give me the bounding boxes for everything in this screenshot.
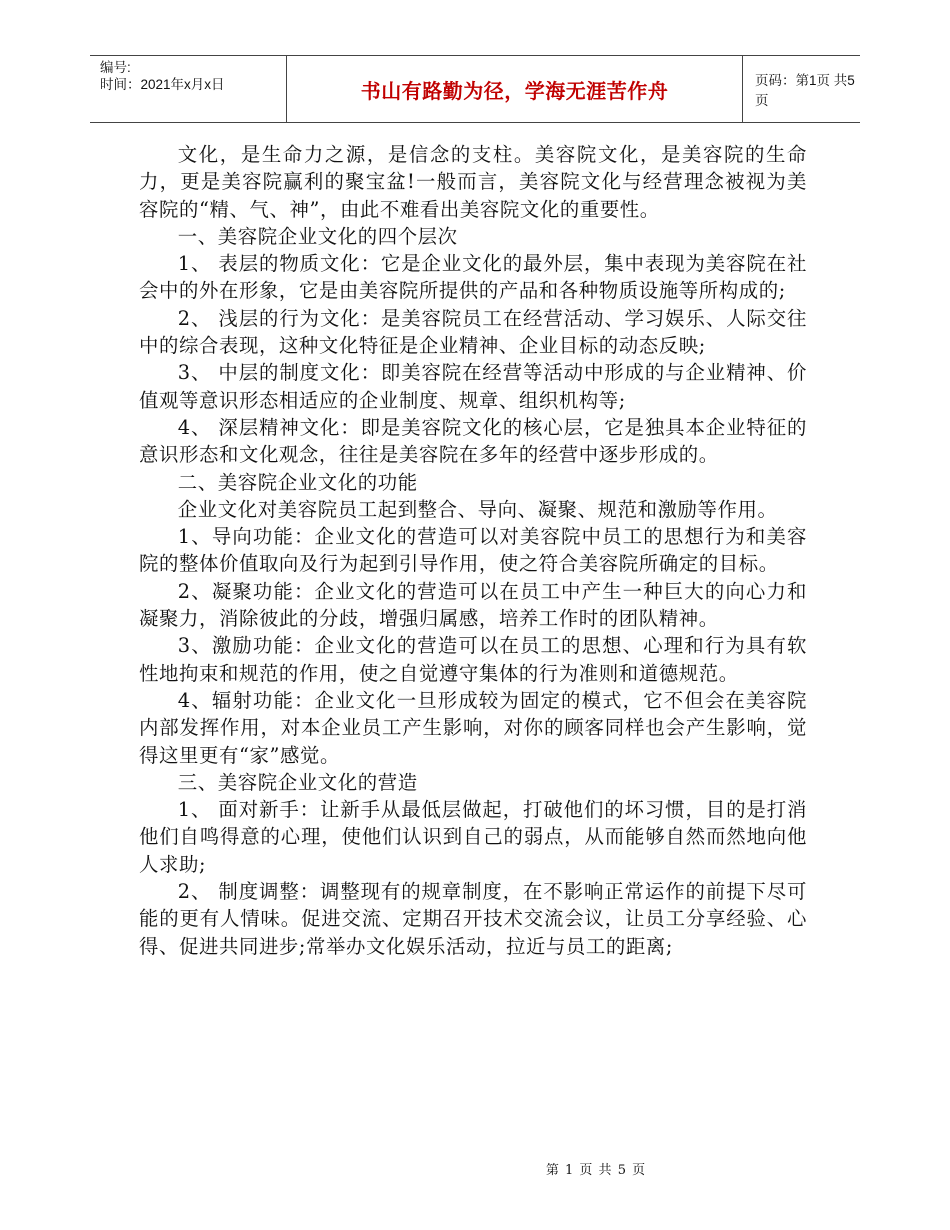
header-meta	[90, 56, 286, 122]
page-footer: 第 1 页 共 5 页	[545, 1163, 647, 1178]
body-paragraph: 文化，是生命力之源，是信念的支柱。美容院文化，是美容院的生命力，更是美容院赢利的聚宝盆!一般而言，美容院文化与经营理念被视为美容院的“精、气、神”，由此不难看出美容院文化的重要性。	[139, 143, 807, 221]
body-paragraph: 2、 浅层的行为文化：是美容院员工在经营活动、学习娱乐、人际交往中的综合表现，这种文化特征是企业精神、企业目标的动态反映;	[139, 306, 807, 358]
body-paragraph: 2、凝聚功能：企业文化的营造可以在员工中产生一种巨大的向心力和凝聚力，消除彼此的分歧，增强归属感，培养工作时的团队精神。	[139, 579, 807, 631]
header-motto-cell	[286, 56, 743, 122]
section-heading: 三、美容院企业文化的营造	[177, 770, 418, 794]
body-paragraph: 4、辐射功能：企业文化一旦形成较为固定的模式，它不但会在美容院内部发挥作用，对本企业员工产生影响，对你的顾客同样也会产生影响，觉得这里更有“家”感觉。	[139, 688, 807, 767]
body-paragraph: 1、 面对新手：让新手从最低层做起，打破他们的坏习惯，目的是打消他们自鸣得意的心理，使他们认识到自己的弱点，从而能够自然而然地向他人求助;	[139, 798, 807, 876]
document-body	[139, 141, 807, 960]
header-page-info: 页码：第1页 共5页	[755, 73, 855, 108]
document-header	[90, 55, 860, 123]
document-time-label: 时间：2021年x月x日	[100, 77, 225, 92]
header-page-info-cell	[741, 56, 860, 122]
body-paragraph: 1、导向功能：企业文化的营造可以对美容院中员工的思想行为和美容院的整体价值取向及行为起到引导作用，使之符合美容院所确定的目标。	[139, 525, 807, 576]
header-motto: 书山有路勤为径，学海无涯苦作舟	[360, 78, 669, 103]
body-paragraph: 2、 制度调整：调整现有的规章制度，在不影响正常运作的前提下尽可能的更有人情味。促进交流、定期召开技术交流会议，让员工分享经验、心得、促进共同进步;常举办文化娱乐活动，拉近与员工的距离;	[139, 880, 807, 958]
body-paragraph: 3、激励功能：企业文化的营造可以在员工的思想、心理和行为具有软性地拘束和规范的作用，使之自觉遵守集体的行为准则和道德规范。	[139, 634, 807, 685]
body-paragraph: 4、 深层精神文化：即是美容院文化的核心层，它是独具本企业特征的意识形态和文化观念，往往是美容院在多年的经营中逐步形成的。	[139, 415, 807, 467]
body-paragraph: 企业文化对美容院员工起到整合、导向、凝聚、规范和激励等作用。	[177, 497, 778, 521]
document-number-label: 编号:	[100, 60, 131, 75]
body-paragraph: 3、 中层的制度文化：即美容院在经营等活动中形成的与企业精神、价值观等意识形态相适应的企业制度、规章、组织机构等;	[139, 361, 807, 412]
body-paragraph: 1、 表层的物质文化：它是企业文化的最外层，集中表现为美容院在社会中的外在形象，它是由美容院所提供的产品和各种物质设施等所构成的;	[139, 252, 807, 303]
section-heading: 一、美容院企业文化的四个层次	[177, 224, 458, 248]
section-heading: 二、美容院企业文化的功能	[177, 470, 418, 494]
